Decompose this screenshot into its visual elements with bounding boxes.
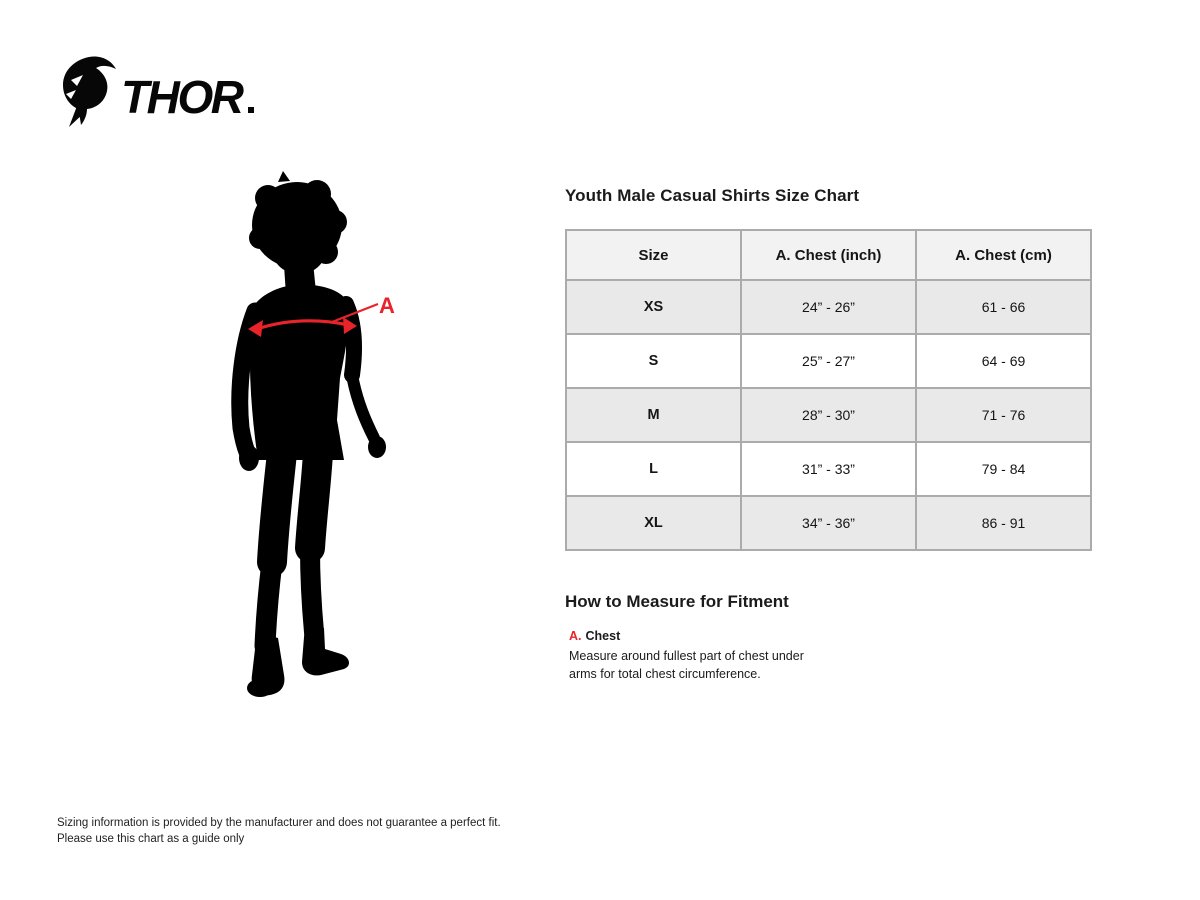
disclaimer-line-2: Please use this chart as a guide only <box>57 832 245 845</box>
measure-item-heading <box>569 629 1097 643</box>
child-silhouette <box>200 170 450 730</box>
thor-wordmark: THOR <box>121 71 243 123</box>
footer-disclaimer <box>57 816 501 848</box>
measure-item-label: Chest <box>585 629 621 643</box>
thor-goat-icon <box>63 57 116 127</box>
size-chart-content <box>565 186 1097 684</box>
table-header-row <box>566 230 1091 280</box>
measure-item-key: A. <box>569 629 582 643</box>
cell-chest-cm: 86 - 91 <box>916 496 1091 550</box>
how-to-measure-title: How to Measure for Fitment <box>565 592 789 611</box>
table-row-m <box>566 388 1091 442</box>
cell-size: XS <box>566 280 741 334</box>
disclaimer-line-1: Sizing information is provided by the manufacturer and does not guarantee a perfect fit. <box>57 817 501 829</box>
table-row-s <box>566 334 1091 388</box>
cell-chest-inch: 24” - 26” <box>741 280 916 334</box>
cell-size: S <box>566 334 741 388</box>
column-header-chest-inch: A. Chest (inch) <box>741 230 916 280</box>
table-row-xl <box>566 496 1091 550</box>
size-chart-title: Youth Male Casual Shirts Size Chart <box>565 186 860 205</box>
cell-chest-cm: 71 - 76 <box>916 388 1091 442</box>
column-header-size: Size <box>566 230 741 280</box>
cell-chest-cm: 61 - 66 <box>916 280 1091 334</box>
measure-item-description: Measure around fullest part of chest under arms for total chest circumference. <box>569 649 804 681</box>
cell-chest-cm: 79 - 84 <box>916 442 1091 496</box>
thor-logo <box>58 54 263 130</box>
size-chart-table <box>565 229 1092 551</box>
chest-measure-point-label: A <box>379 293 395 318</box>
cell-size: M <box>566 388 741 442</box>
thor-wordmark-dot <box>248 107 254 113</box>
table-row-l <box>566 442 1091 496</box>
measure-item-chest <box>565 629 1097 684</box>
cell-chest-cm: 64 - 69 <box>916 334 1091 388</box>
silhouette-body <box>239 171 386 697</box>
cell-chest-inch: 31” - 33” <box>741 442 916 496</box>
column-header-chest-cm: A. Chest (cm) <box>916 230 1091 280</box>
cell-chest-inch: 34” - 36” <box>741 496 916 550</box>
cell-size: L <box>566 442 741 496</box>
table-row-xs <box>566 280 1091 334</box>
cell-chest-inch: 25” - 27” <box>741 334 916 388</box>
cell-size: XL <box>566 496 741 550</box>
cell-chest-inch: 28” - 30” <box>741 388 916 442</box>
